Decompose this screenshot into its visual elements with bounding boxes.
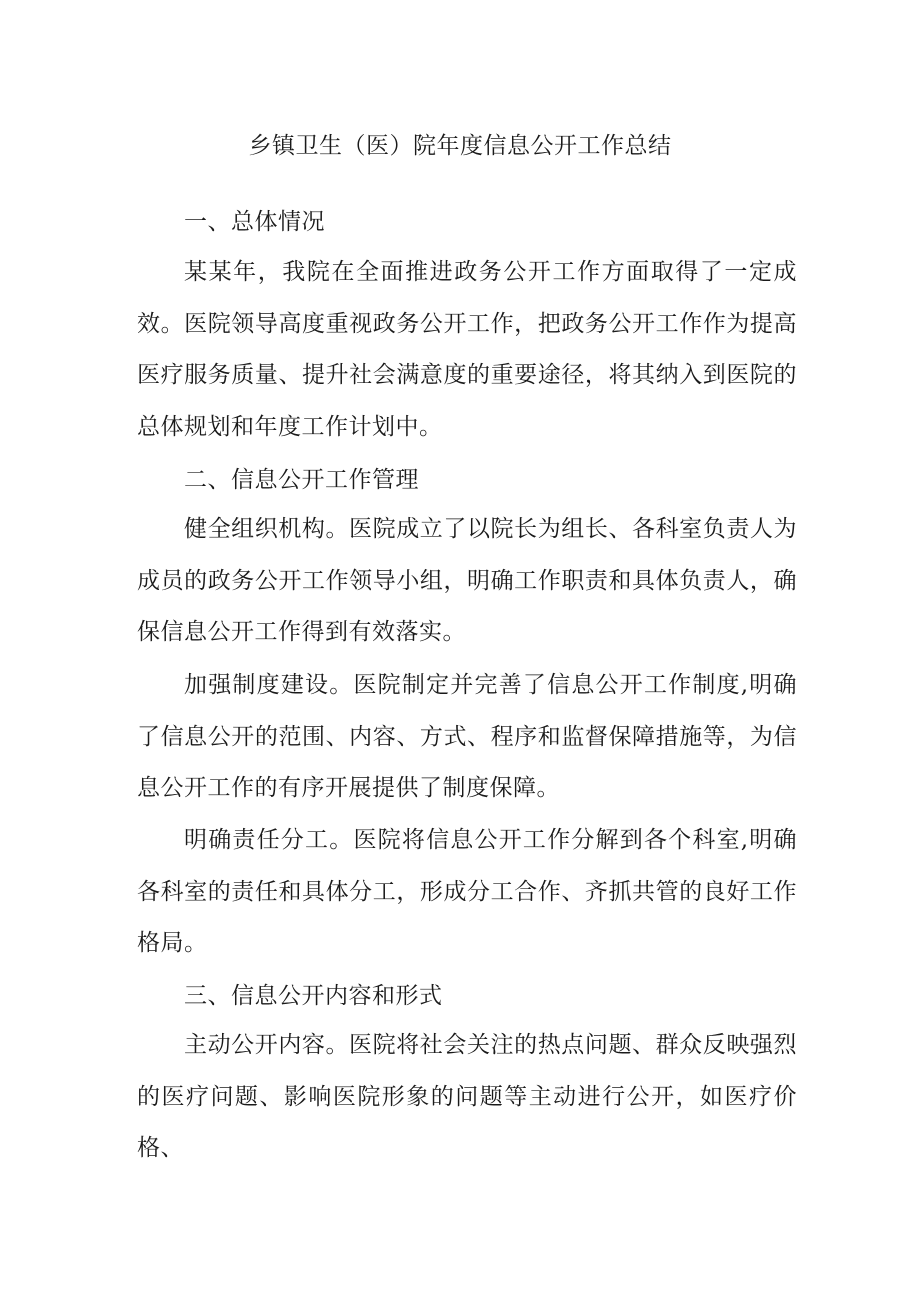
paragraph-organization: 健全组织机构。医院成立了以院长为组长、各科室负责人为成员的政务公开工作领导小组，明确工作职责和具体负责人，确保信息公开工作得到有效落实。 <box>137 516 797 645</box>
section-heading-management: 二、信息公开工作管理 <box>184 467 419 493</box>
paragraph-system: 加强制度建设。医院制定并完善了信息公开工作制度,明确了信息公开的范围、内容、方式、程序和监督保障措施等，为信息公开工作的有序开展提供了制度保障。 <box>137 672 797 801</box>
document-title: 乡镇卫生（医）院年度信息公开工作总结 <box>248 133 672 159</box>
section-heading-content: 三、信息公开内容和形式 <box>184 983 443 1009</box>
section-heading-overview: 一、总体情况 <box>184 209 325 235</box>
paragraph-overview: 某某年，我院在全面推进政务公开工作方面取得了一定成效。医院领导高度重视政务公开工作，把政务公开工作作为提高医疗服务质量、提升社会满意度的重要途径，将其纳入到医院的总体规划和年度工作计划中。 <box>137 259 797 440</box>
paragraph-responsibility: 明确责任分工。医院将信息公开工作分解到各个科室,明确各科室的责任和具体分工，形成分工合作、齐抓共管的良好工作格局。 <box>137 827 797 956</box>
paragraph-active-disclosure: 主动公开内容。医院将社会关注的热点问题、群众反映强烈的医疗问题、影响医院形象的问题等主动进行公开，如医疗价格、 <box>137 1032 797 1161</box>
